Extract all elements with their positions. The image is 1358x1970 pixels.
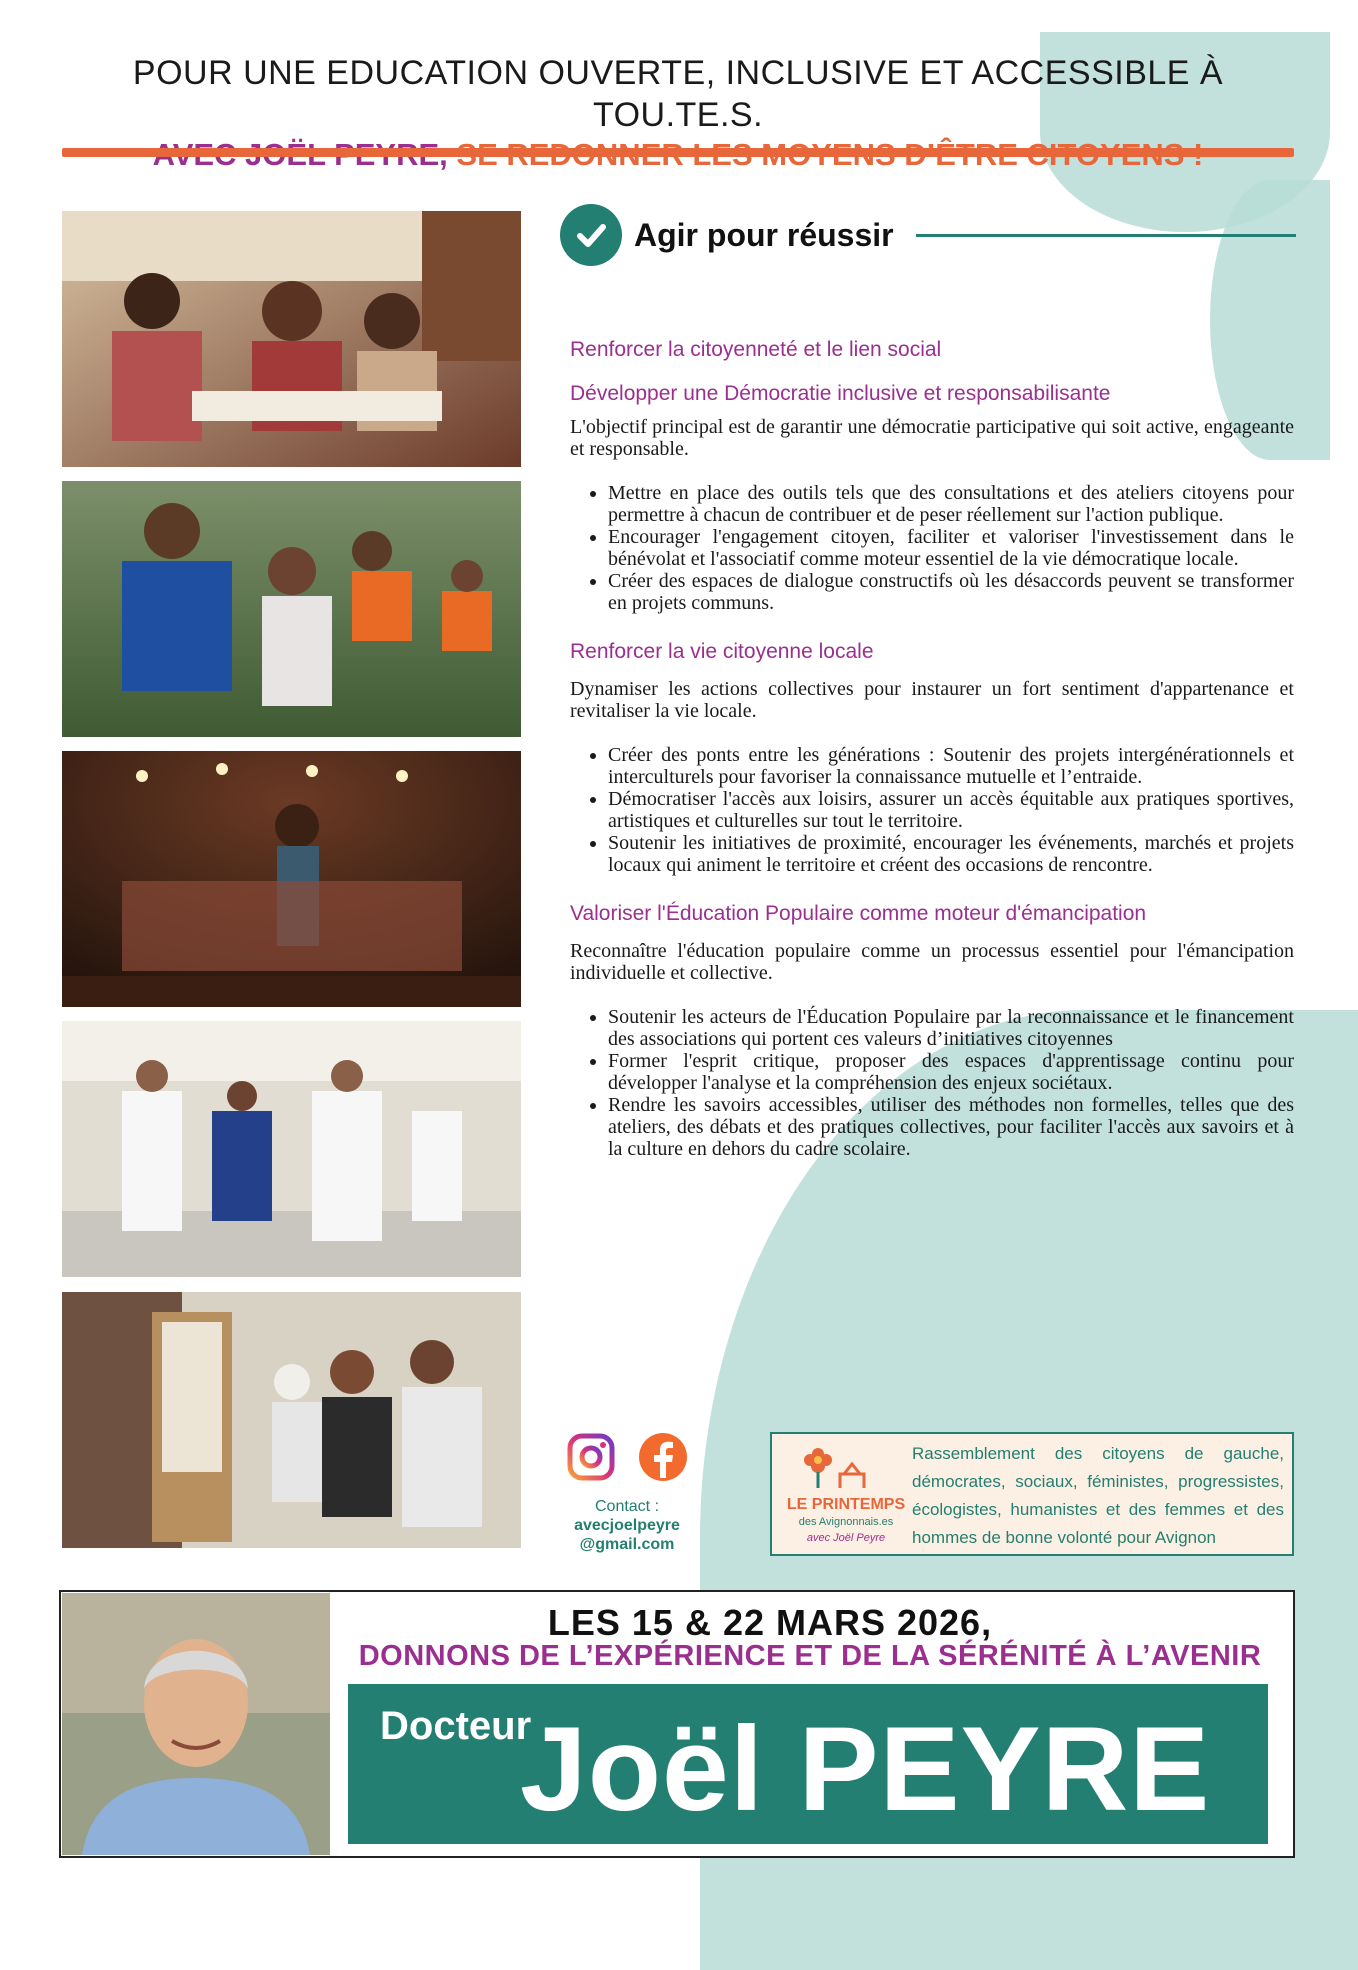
contact-block: [562, 1432, 692, 1554]
bullet-list: [570, 482, 1294, 614]
bullet-item: • Soutenir les acteurs de l'Éducation Populaire par la reconnaissance et le financement des associations qui portent ces valeurs d’initiatives citoyennes: [608, 1006, 1294, 1050]
block-heading: Développer une Démocratie inclusive et responsabilisante: [570, 382, 1111, 405]
flower-logo-icon: [800, 1448, 880, 1497]
bullet-item: • Soutenir les initiatives de proximité, encourager les événements, marchés et projets locaux qui animent le territoire et créent des occasions de rencontre.: [608, 832, 1294, 876]
photo-martial-arts: [62, 1021, 521, 1277]
bullet-item: • Mettre en place des outils tels que des consultations et des ateliers citoyens pour permettre à chacun de contribuer et de peser réellement sur l'action publique.: [608, 482, 1294, 526]
facebook-icon[interactable]: [638, 1432, 688, 1487]
candidate-title: Docteur: [380, 1704, 532, 1748]
logo-description: Rassemblement des citoyens de gauche, démocrates, sociaux, féministes, progressistes, écologistes, humanistes et des femmes et des hommes de bonne volonté pour Avignon: [912, 1444, 1284, 1547]
header-title: POUR UNE EDUCATION OUVERTE, INCLUSIVE ET ACCESSIBLE À TOU.TE.S.: [132, 54, 1224, 134]
contact-email[interactable]: avecjoelpeyre @gmail.com: [574, 1517, 680, 1553]
section-header: [560, 203, 1296, 267]
bullet-item: • Créer des espaces de dialogue constructifs où les désaccords peuvent se transformer en projets communs.: [608, 570, 1294, 614]
block-intro: Reconnaître l'éducation populaire comme un processus essentiel pour l'émancipation individuelle et collective.: [570, 940, 1294, 984]
program-content: [570, 336, 1294, 1160]
election-dates: LES 15 & 22 MARS 2026,: [547, 1602, 993, 1643]
bullet-item: • Créer des ponts entre les générations : Soutenir des projets intergénérationnels et interculturels pour favoriser la connaissance mutuelle et l’entraide.: [608, 744, 1294, 788]
contact-label: Contact :: [594, 1498, 660, 1515]
block-heading: Renforcer la vie citoyenne locale: [570, 640, 874, 663]
photo-students-studying: [62, 211, 521, 467]
bullet-item: • Rendre les savoirs accessibles, utiliser des méthodes non formelles, telles que des ateliers, des débats et des pratiques collectives, pour faciliter l'accès aux savoirs et à la culture en dehors du cadre scolaire.: [608, 1094, 1294, 1160]
bullet-list: [570, 744, 1294, 876]
photo-painting-workshop: [62, 1292, 521, 1548]
bullet-item: • Former l'esprit critique, proposer des espaces d'apprentissage continu pour développer l'analyse et la compréhension des enjeux sociétaux.: [608, 1050, 1294, 1094]
header-divider: [62, 148, 1294, 157]
block-heading: Renforcer la citoyenneté et le lien social: [570, 338, 942, 361]
bullet-item: • Encourager l'engagement citoyen, faciliter et valoriser l'investissement dans le bénévolat et l'associatif comme moteur essentiel de la vie démocratique locale.: [608, 526, 1294, 570]
photo-theater-dance: [62, 751, 521, 1007]
section-divider: [916, 234, 1296, 237]
campaign-slogan: DONNONS DE L’EXPÉRIENCE ET DE LA SÉRÉNITÉ À L’AVENIR: [358, 1640, 1262, 1672]
logo-subname: des Avignonnais.es: [798, 1516, 894, 1528]
candidate-name: Joël PEYRE: [520, 1702, 1211, 1836]
photo-children-playing: [62, 481, 521, 737]
section-title: Agir pour réussir: [634, 216, 894, 253]
block-intro: Dynamiser les actions collectives pour instaurer un fort sentiment d'appartenance et revitaliser la vie locale.: [570, 678, 1294, 722]
logo-signature: avec Joël Peyre: [806, 1532, 886, 1544]
bullet-list: [570, 1006, 1294, 1160]
instagram-icon[interactable]: [566, 1432, 616, 1487]
block-heading: Valoriser l'Éducation Populaire comme moteur d'émancipation: [570, 902, 1147, 925]
block-intro: L'objectif principal est de garantir une démocratie participative qui soit active, engageante et responsable.: [570, 416, 1294, 460]
bullet-item: • Démocratiser l'accès aux loisirs, assurer un accès équitable aux pratiques sportives, artistiques et culturelles sur tout le territoire.: [608, 788, 1294, 832]
movement-logo-box: [770, 1432, 1294, 1556]
logo-name: LE PRINTEMPS: [786, 1496, 906, 1513]
check-circle-icon: [560, 204, 622, 266]
